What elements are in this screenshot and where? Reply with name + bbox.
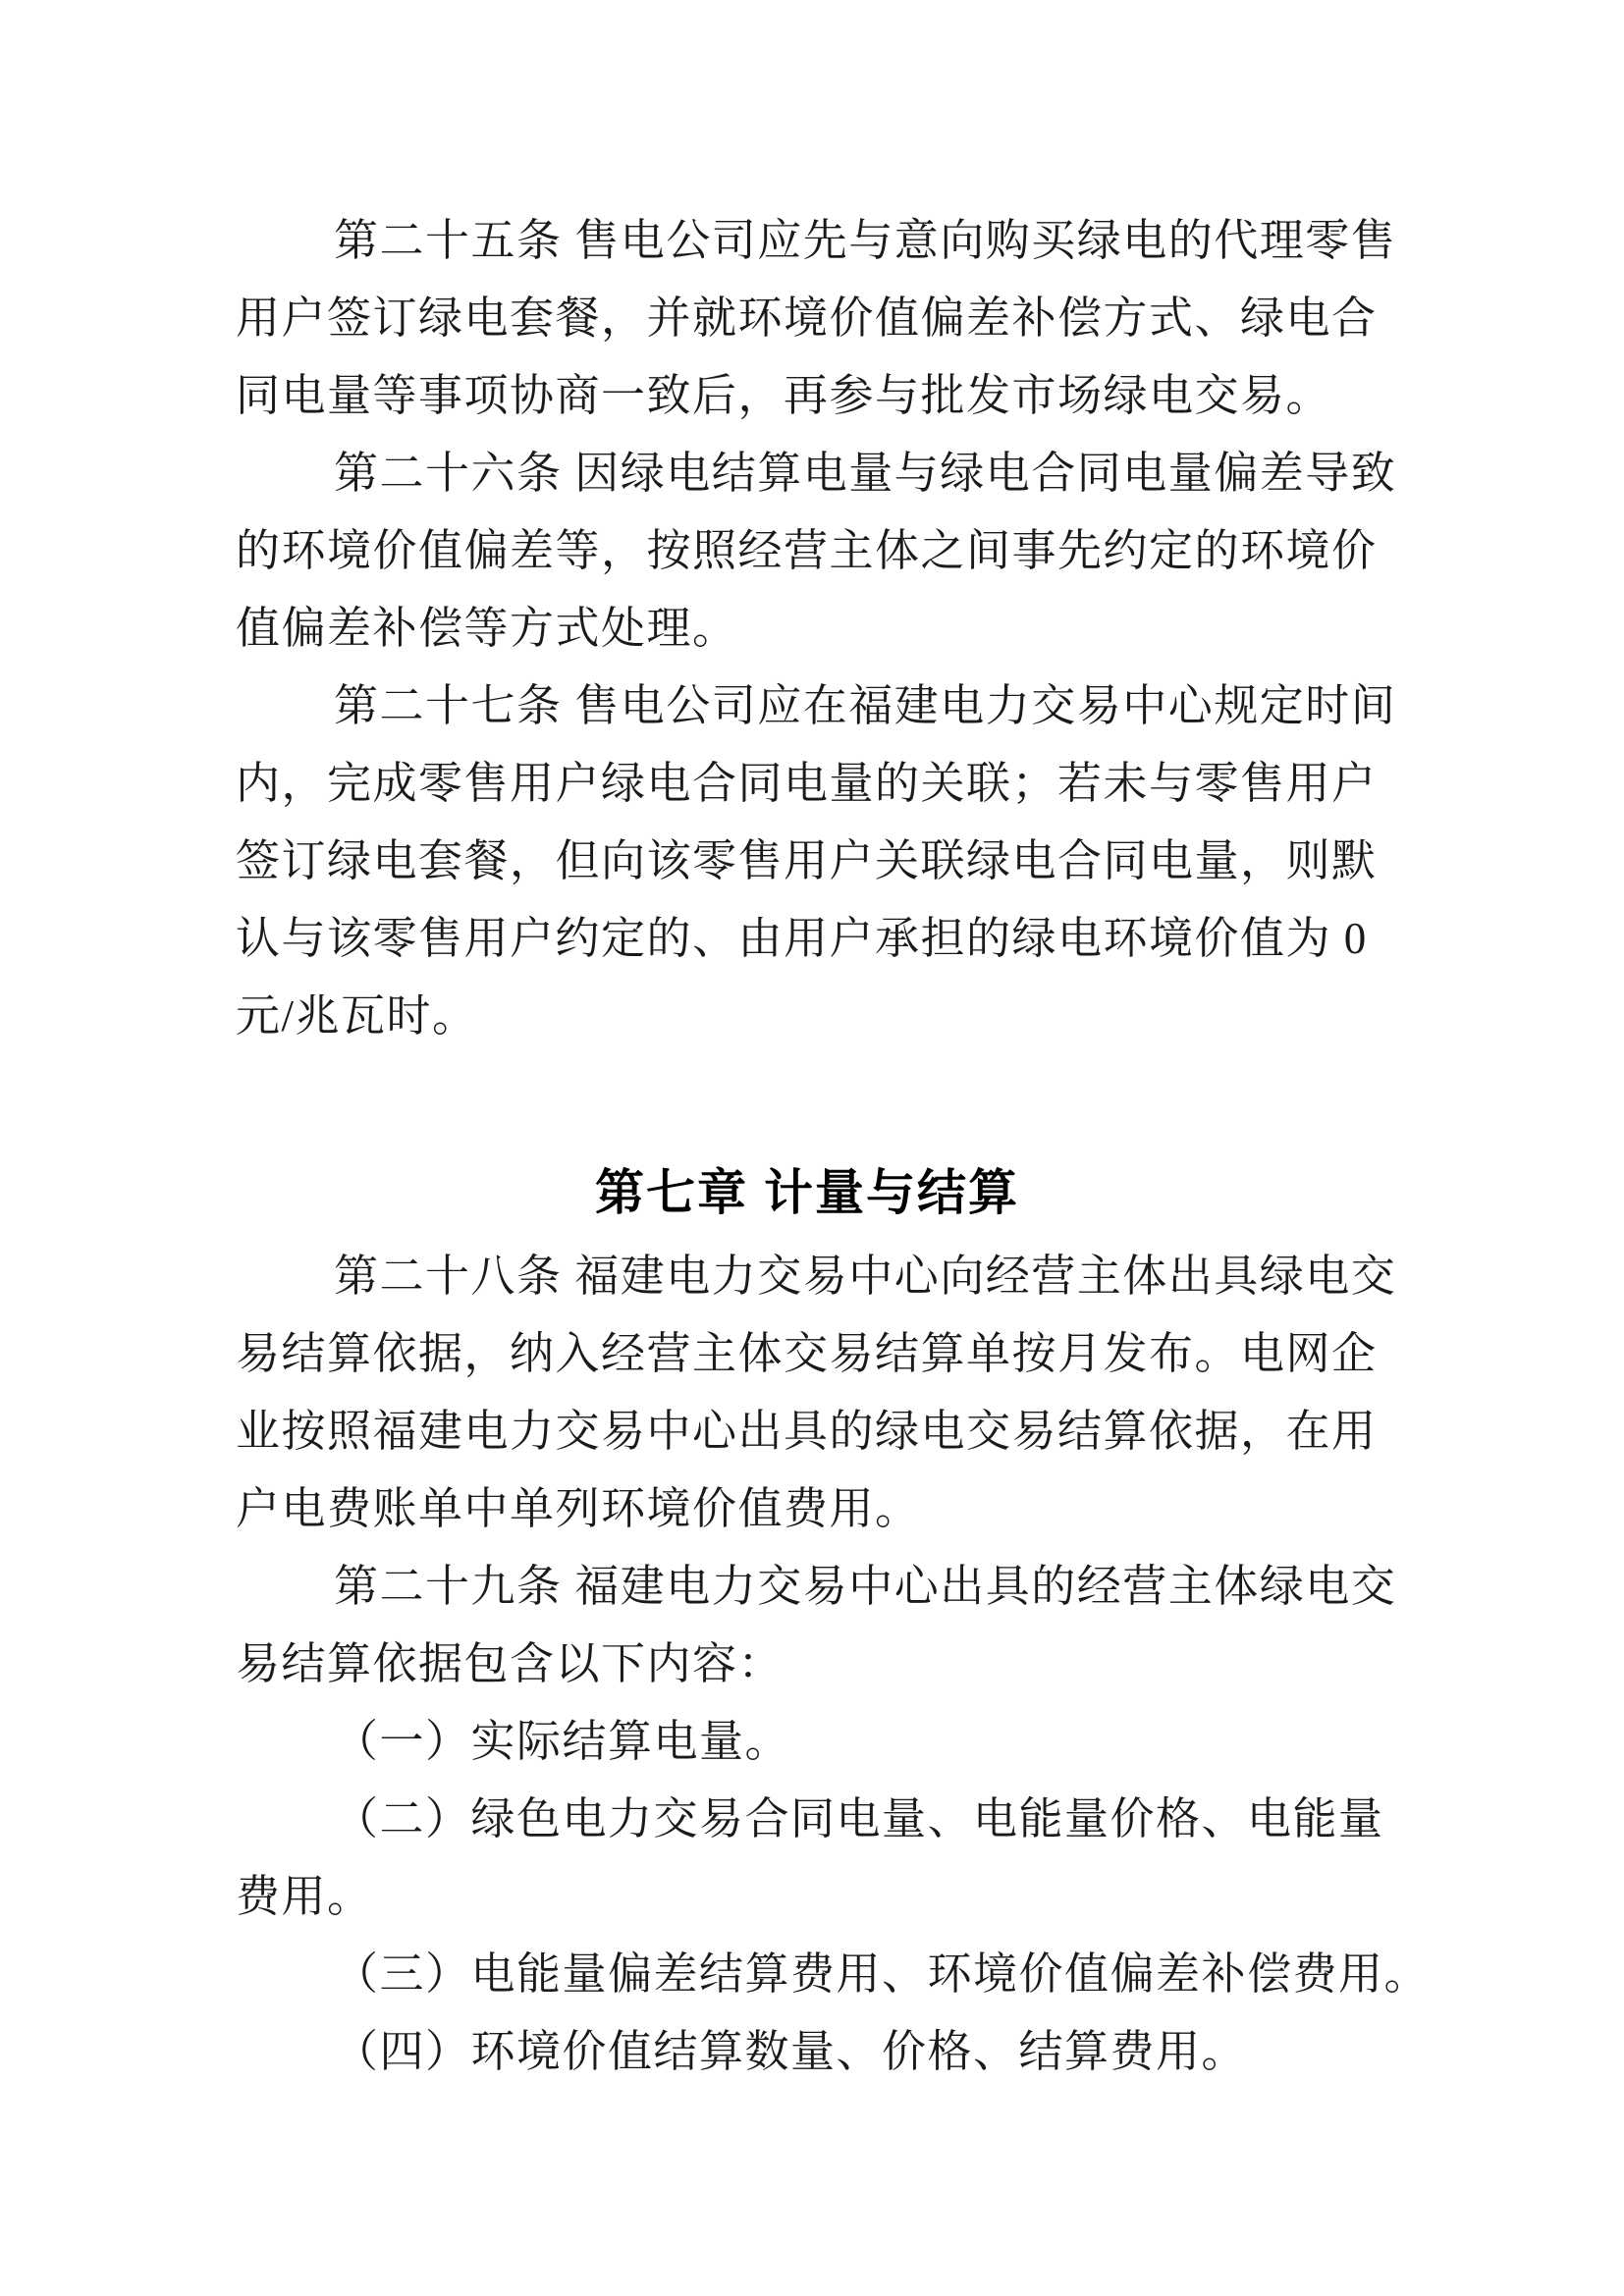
text-line: 易结算依据，纳入经营主体交易结算单按月发布。电网企 — [236, 1329, 1378, 1378]
paragraph-5 — [236, 1548, 1397, 1703]
paragraph-8 — [236, 1936, 1431, 2013]
paragraph-4 — [236, 1238, 1397, 1548]
text-line: 内，完成零售用户绿电合同电量的关联；若未与零售用户 — [236, 759, 1378, 808]
text-line: 同电量等事项协商一致后，再参与批发市场绿电交易。 — [236, 371, 1332, 420]
text-line: 业按照福建电力交易中心出具的绿电交易结算依据，在用 — [236, 1407, 1378, 1456]
paragraph-6 — [236, 1703, 1379, 1781]
text-line: 用户签订绿电套餐，并就环境价值偏差补偿方式、绿电合 — [236, 294, 1378, 343]
paragraph-2 — [236, 667, 1397, 1055]
text-line: 第二十九条 福建电力交易中心出具的经营主体绿电交 — [334, 1562, 1397, 1611]
text-line: 认与该零售用户约定的、由用户承担的绿电环境价值为 0 — [236, 914, 1368, 963]
text-line: 第二十六条 因绿电结算电量与绿电合同电量偏差导致 — [334, 449, 1397, 498]
text-line: 元/兆瓦时。 — [236, 991, 478, 1041]
text-line: （二）绿色电力交易合同电量、电能量价格、电能量 — [334, 1794, 1384, 1843]
paragraph-7 — [236, 1781, 1384, 1936]
paragraph-1 — [236, 435, 1397, 667]
paragraph-9 — [236, 2013, 1379, 2091]
text-line: 值偏差补偿等方式处理。 — [236, 604, 738, 653]
text-line: 签订绿电套餐，但向该零售用户关联绿电合同电量，则默 — [236, 836, 1378, 885]
text-line: 第二十五条 售电公司应先与意向购买绿电的代理零售 — [334, 216, 1397, 265]
text-line: 的环境价值偏差等，按照经营主体之间事先约定的环境价 — [236, 526, 1378, 575]
text-line: 费用。 — [236, 1872, 373, 1921]
text-line: 户电费账单中单列环境价值费用。 — [236, 1484, 921, 1533]
text-line: （四）环境价值结算数量、价格、结算费用。 — [334, 2027, 1248, 2076]
text-line: 第二十八条 福建电力交易中心向经营主体出具绿电交 — [334, 1252, 1397, 1301]
text-line: （三）电能量偏差结算费用、环境价值偏差补偿费用。 — [334, 1949, 1431, 1999]
text-line: （一）实际结算电量。 — [334, 1717, 791, 1766]
paragraph-0 — [236, 202, 1397, 435]
text-line: 第二十七条 售电公司应在福建电力交易中心规定时间 — [334, 681, 1397, 730]
text-line: 易结算依据包含以下内容： — [236, 1639, 785, 1688]
chapter-heading: 第七章 计量与结算 — [595, 1165, 1019, 1220]
